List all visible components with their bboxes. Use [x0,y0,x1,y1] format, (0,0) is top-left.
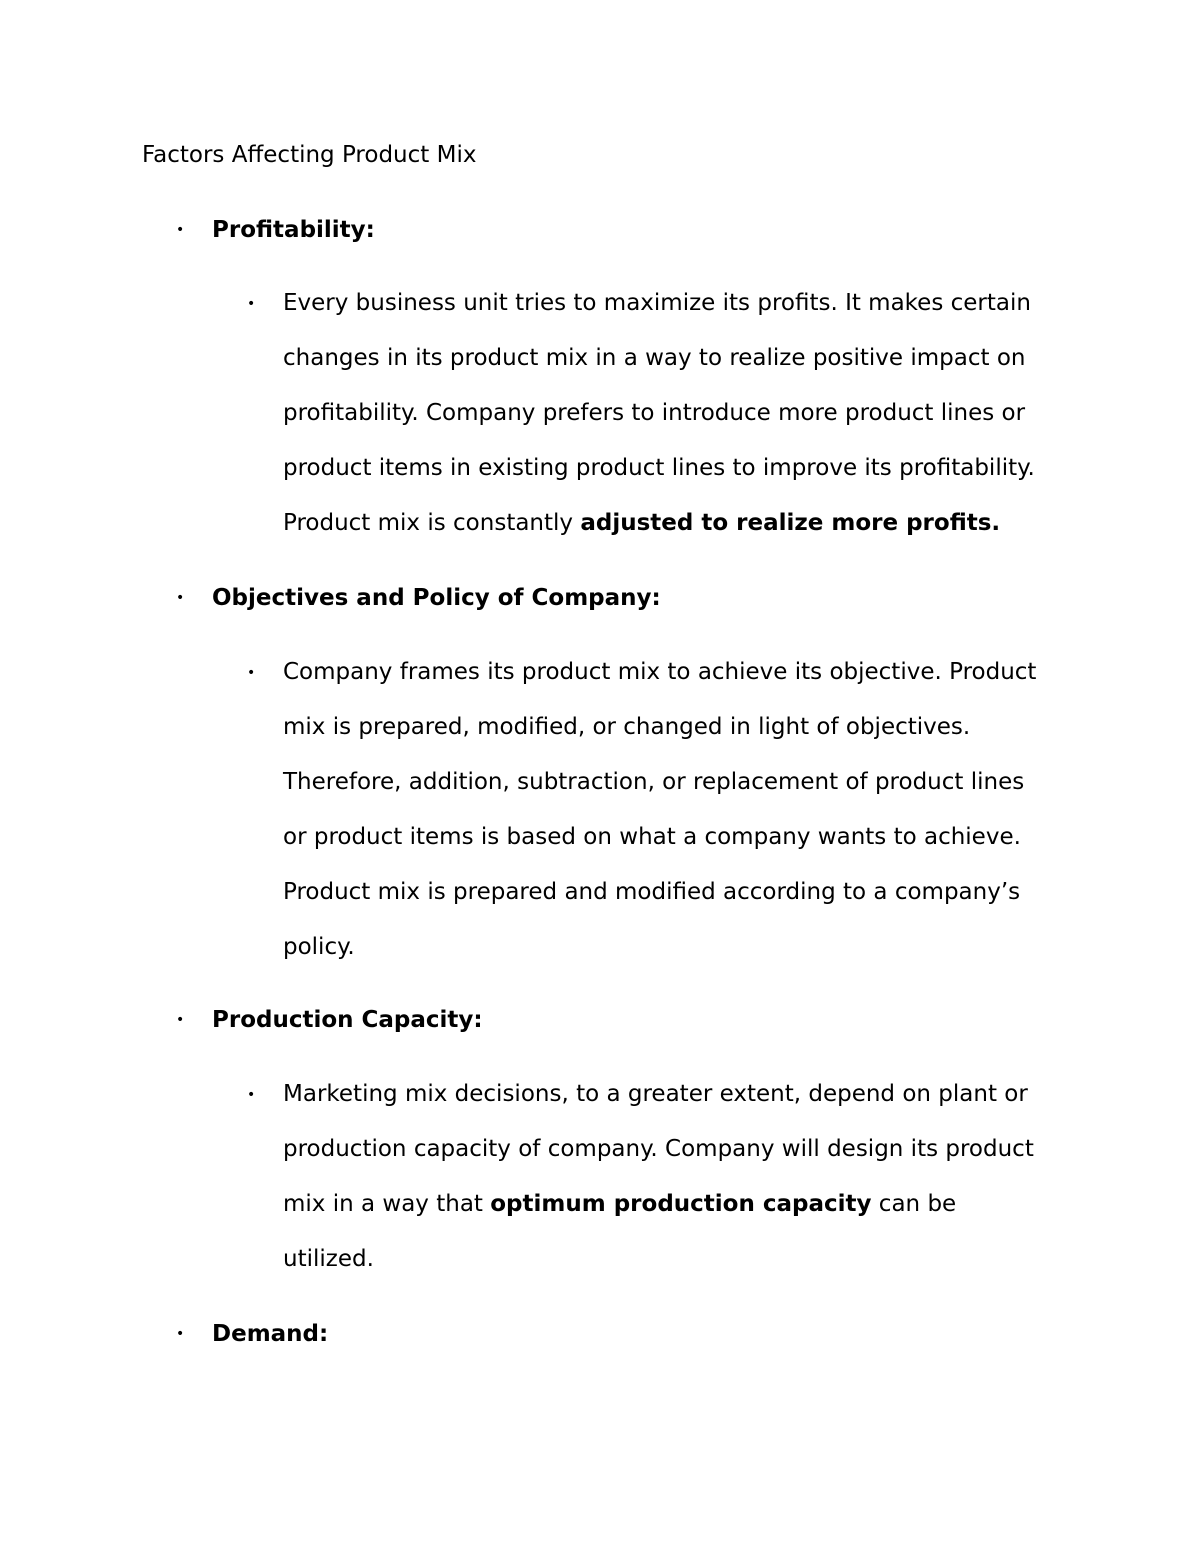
document-title: Factors Affecting Product Mix [142,142,477,168]
paragraph-line: profitability. Company prefers to introduce more product lines or [283,400,1026,426]
paragraph-line: or product items is based on what a company wants to achieve. [283,824,1021,850]
line-text: mix in a way that [283,1191,491,1217]
bold-emphasis: optimum production capacity [490,1191,872,1217]
paragraph-line: Every business unit tries to maximize its profits. It makes certain [283,290,1031,316]
line-text: Product mix is constantly [283,510,581,536]
paragraph-line [283,1177,1073,1232]
bold-emphasis: adjusted to realize more profits. [580,510,1001,536]
paragraph-line: policy. [283,934,355,960]
paragraph-line: utilized. [283,1246,374,1272]
section-heading-objectives: Objectives and Policy of Company: [212,585,661,611]
paragraph-line: Company frames its product mix to achieve its objective. Product [283,659,1037,685]
paragraph-line: Therefore, addition, subtraction, or replacement of product lines [283,769,1025,795]
section-paragraph-profitability [283,276,1073,551]
section-heading-profitability: Profitability: [212,217,375,243]
section-heading-demand: Demand: [212,1321,329,1347]
section-paragraph-objectives [283,645,1073,975]
line-text: can be [871,1191,957,1217]
paragraph-line: Product mix is prepared and modified according to a company’s [283,879,1021,905]
bullet-icon: • [176,590,185,606]
paragraph-line: Marketing mix decisions, to a greater extent, depend on plant or [283,1081,1028,1107]
paragraph-line: product items in existing product lines to improve its profitability. [283,455,1035,481]
section-paragraph-production-capacity [283,1067,1073,1287]
bullet-icon: • [176,1012,185,1028]
paragraph-line [283,496,1073,551]
paragraph-line: mix is prepared, modified, or changed in light of objectives. [283,714,971,740]
paragraph-line: changes in its product mix in a way to realize positive impact on [283,345,1026,371]
bullet-icon: • [247,296,256,312]
bullet-icon: • [247,665,256,681]
bullet-icon: • [176,222,185,238]
section-heading-production-capacity: Production Capacity: [212,1007,483,1033]
bullet-icon: • [247,1087,256,1103]
bullet-icon: • [176,1326,185,1342]
paragraph-line: production capacity of company. Company will design its product [283,1136,1034,1162]
